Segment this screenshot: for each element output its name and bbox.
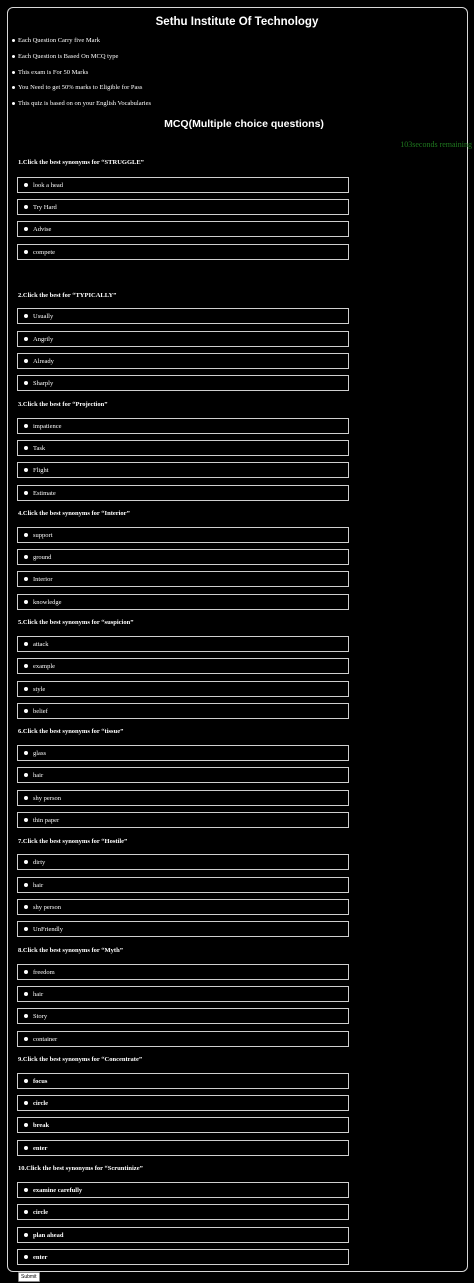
q10-option-4[interactable]: [17, 1249, 349, 1265]
q9-option-4[interactable]: [17, 1140, 349, 1156]
option-label: compete: [33, 248, 56, 256]
radio-bullet-icon: [24, 250, 28, 254]
radio-bullet-icon: [24, 577, 28, 581]
q3-option-4[interactable]: [17, 485, 349, 501]
option-label: Angrily: [33, 335, 54, 343]
radio-bullet-icon: [24, 337, 28, 341]
option-label: Task: [33, 444, 46, 452]
radio-bullet-icon: [24, 927, 28, 931]
q6-option-2[interactable]: [17, 767, 349, 783]
option-label: hair: [33, 771, 44, 779]
radio-bullet-icon: [24, 709, 28, 713]
instructions-list: [18, 36, 151, 115]
option-label: Story: [33, 1012, 48, 1020]
radio-bullet-icon: [24, 970, 28, 974]
q6-option-1[interactable]: [17, 745, 349, 761]
quiz-subtitle: MCQ(Multiple choice questions): [164, 118, 324, 130]
radio-bullet-icon: [24, 1079, 28, 1083]
q6-option-4[interactable]: [17, 812, 349, 828]
option-label: dirty: [33, 858, 46, 866]
q8-option-1[interactable]: [17, 964, 349, 980]
option-label: style: [33, 685, 46, 693]
question-5: 5.Click the best synonyms for “suspicion”: [18, 619, 134, 626]
option-label: Interior: [33, 575, 53, 583]
option-label: enter: [33, 1253, 48, 1261]
page-title: Sethu Institute Of Technology: [155, 16, 319, 28]
q10-option-3[interactable]: [17, 1227, 349, 1243]
option-label: shy person: [33, 794, 61, 802]
option-label: shy person: [33, 903, 61, 911]
radio-bullet-icon: [24, 227, 28, 231]
q9-option-3[interactable]: [17, 1117, 349, 1133]
q10-option-2[interactable]: [17, 1204, 349, 1220]
option-label: enter: [33, 1144, 48, 1152]
option-label: Estimate: [33, 489, 56, 497]
radio-bullet-icon: [24, 1014, 28, 1018]
q7-option-1[interactable]: [17, 854, 349, 870]
radio-bullet-icon: [24, 1188, 28, 1192]
radio-bullet-icon: [24, 1037, 28, 1041]
option-label: look a head: [33, 181, 63, 189]
q9-option-2[interactable]: [17, 1095, 349, 1111]
option-label: plan ahead: [33, 1231, 64, 1239]
q8-option-3[interactable]: [17, 1008, 349, 1024]
option-label: examine carefully: [33, 1186, 83, 1194]
option-label: attack: [33, 640, 49, 648]
instruction-item: This exam is For 50 Marks: [18, 68, 151, 84]
radio-bullet-icon: [24, 600, 28, 604]
q5-option-1[interactable]: [17, 636, 349, 652]
question-9: 9.Click the best synonyms for “Concentrate”: [18, 1056, 143, 1063]
option-label: circle: [33, 1099, 49, 1107]
radio-bullet-icon: [24, 1146, 28, 1150]
q4-option-2[interactable]: [17, 549, 349, 565]
question-7: 7.Click the best synonyms for “Hostile”: [18, 838, 128, 845]
option-label: container: [33, 1035, 58, 1043]
q3-option-3[interactable]: [17, 462, 349, 478]
option-label: hair: [33, 881, 44, 889]
submit-button[interactable]: Submit: [18, 1272, 40, 1282]
radio-bullet-icon: [24, 664, 28, 668]
instruction-item: This quiz is based on on your English Vocabularies: [18, 99, 151, 115]
countdown-timer: 103seconds remaining: [400, 140, 472, 149]
q8-option-4[interactable]: [17, 1031, 349, 1047]
radio-bullet-icon: [24, 992, 28, 996]
option-label: freedom: [33, 968, 55, 976]
option-label: impatience: [33, 422, 62, 430]
radio-bullet-icon: [24, 468, 28, 472]
instruction-item: Each Question Carry five Mark: [18, 36, 151, 52]
q7-option-4[interactable]: [17, 921, 349, 937]
option-label: focus: [33, 1077, 48, 1085]
q5-option-4[interactable]: [17, 703, 349, 719]
q3-option-2[interactable]: [17, 440, 349, 456]
option-label: Flight: [33, 466, 49, 474]
q2-option-1[interactable]: [17, 308, 349, 324]
option-label: hair: [33, 990, 44, 998]
radio-bullet-icon: [24, 381, 28, 385]
radio-bullet-icon: [24, 1255, 28, 1259]
option-label: knowledge: [33, 598, 62, 606]
q1-option-1[interactable]: [17, 177, 349, 193]
instruction-item: You Need to get 50% marks to Eligible for Pass: [18, 83, 151, 99]
radio-bullet-icon: [24, 533, 28, 537]
option-label: Sharply: [33, 379, 54, 387]
question-8: 8.Click the best synonyms for “Myth”: [18, 947, 123, 954]
radio-bullet-icon: [24, 905, 28, 909]
option-label: Advise: [33, 225, 52, 233]
q2-option-4[interactable]: [17, 375, 349, 391]
radio-bullet-icon: [24, 860, 28, 864]
radio-bullet-icon: [24, 687, 28, 691]
q4-option-4[interactable]: [17, 594, 349, 610]
radio-bullet-icon: [24, 314, 28, 318]
option-label: Usually: [33, 312, 54, 320]
instruction-item: Each Question is Based On MCQ type: [18, 52, 151, 68]
radio-bullet-icon: [24, 491, 28, 495]
question-10: 10.Click the best synonyms for “Scruntinize”: [18, 1165, 143, 1172]
radio-bullet-icon: [24, 555, 28, 559]
q4-option-3[interactable]: [17, 571, 349, 587]
radio-bullet-icon: [24, 818, 28, 822]
q1-option-2[interactable]: [17, 199, 349, 215]
radio-bullet-icon: [24, 796, 28, 800]
q3-option-1[interactable]: [17, 418, 349, 434]
q4-option-1[interactable]: [17, 527, 349, 543]
question-1: 1.Click the best synonyms for “STRUGGLE”: [18, 159, 144, 166]
q9-option-1[interactable]: [17, 1073, 349, 1089]
radio-bullet-icon: [24, 1233, 28, 1237]
radio-bullet-icon: [24, 359, 28, 363]
option-label: ground: [33, 553, 52, 561]
question-3: 3.Click the best for “Projection”: [18, 401, 108, 408]
option-label: belief: [33, 707, 48, 715]
q7-option-2[interactable]: [17, 877, 349, 893]
question-6: 6.Click the best synonyms for “tissue”: [18, 728, 124, 735]
q2-option-3[interactable]: [17, 353, 349, 369]
option-label: example: [33, 662, 56, 670]
radio-bullet-icon: [24, 424, 28, 428]
radio-bullet-icon: [24, 773, 28, 777]
radio-bullet-icon: [24, 1101, 28, 1105]
q8-option-2[interactable]: [17, 986, 349, 1002]
q5-option-2[interactable]: [17, 658, 349, 674]
radio-bullet-icon: [24, 183, 28, 187]
radio-bullet-icon: [24, 446, 28, 450]
option-label: Try Hard: [33, 203, 57, 211]
question-2: 2.Click the best for “TYPICALLY”: [18, 292, 117, 299]
option-label: Already: [33, 357, 54, 365]
option-label: UnFriendly: [33, 925, 63, 933]
q1-option-3[interactable]: [17, 221, 349, 237]
radio-bullet-icon: [24, 1210, 28, 1214]
option-label: glass: [33, 749, 46, 757]
q2-option-2[interactable]: [17, 331, 349, 347]
q1-option-4[interactable]: [17, 244, 349, 260]
radio-bullet-icon: [24, 205, 28, 209]
option-label: thin paper: [33, 816, 60, 824]
radio-bullet-icon: [24, 751, 28, 755]
question-4: 4.Click the best synonyms for “Interior”: [18, 510, 130, 517]
q5-option-3[interactable]: [17, 681, 349, 697]
option-label: circle: [33, 1208, 49, 1216]
q10-option-1[interactable]: [17, 1182, 349, 1198]
option-label: support: [33, 531, 53, 539]
radio-bullet-icon: [24, 1123, 28, 1127]
radio-bullet-icon: [24, 883, 28, 887]
option-label: break: [33, 1121, 50, 1129]
q7-option-3[interactable]: [17, 899, 349, 915]
radio-bullet-icon: [24, 642, 28, 646]
q6-option-3[interactable]: [17, 790, 349, 806]
